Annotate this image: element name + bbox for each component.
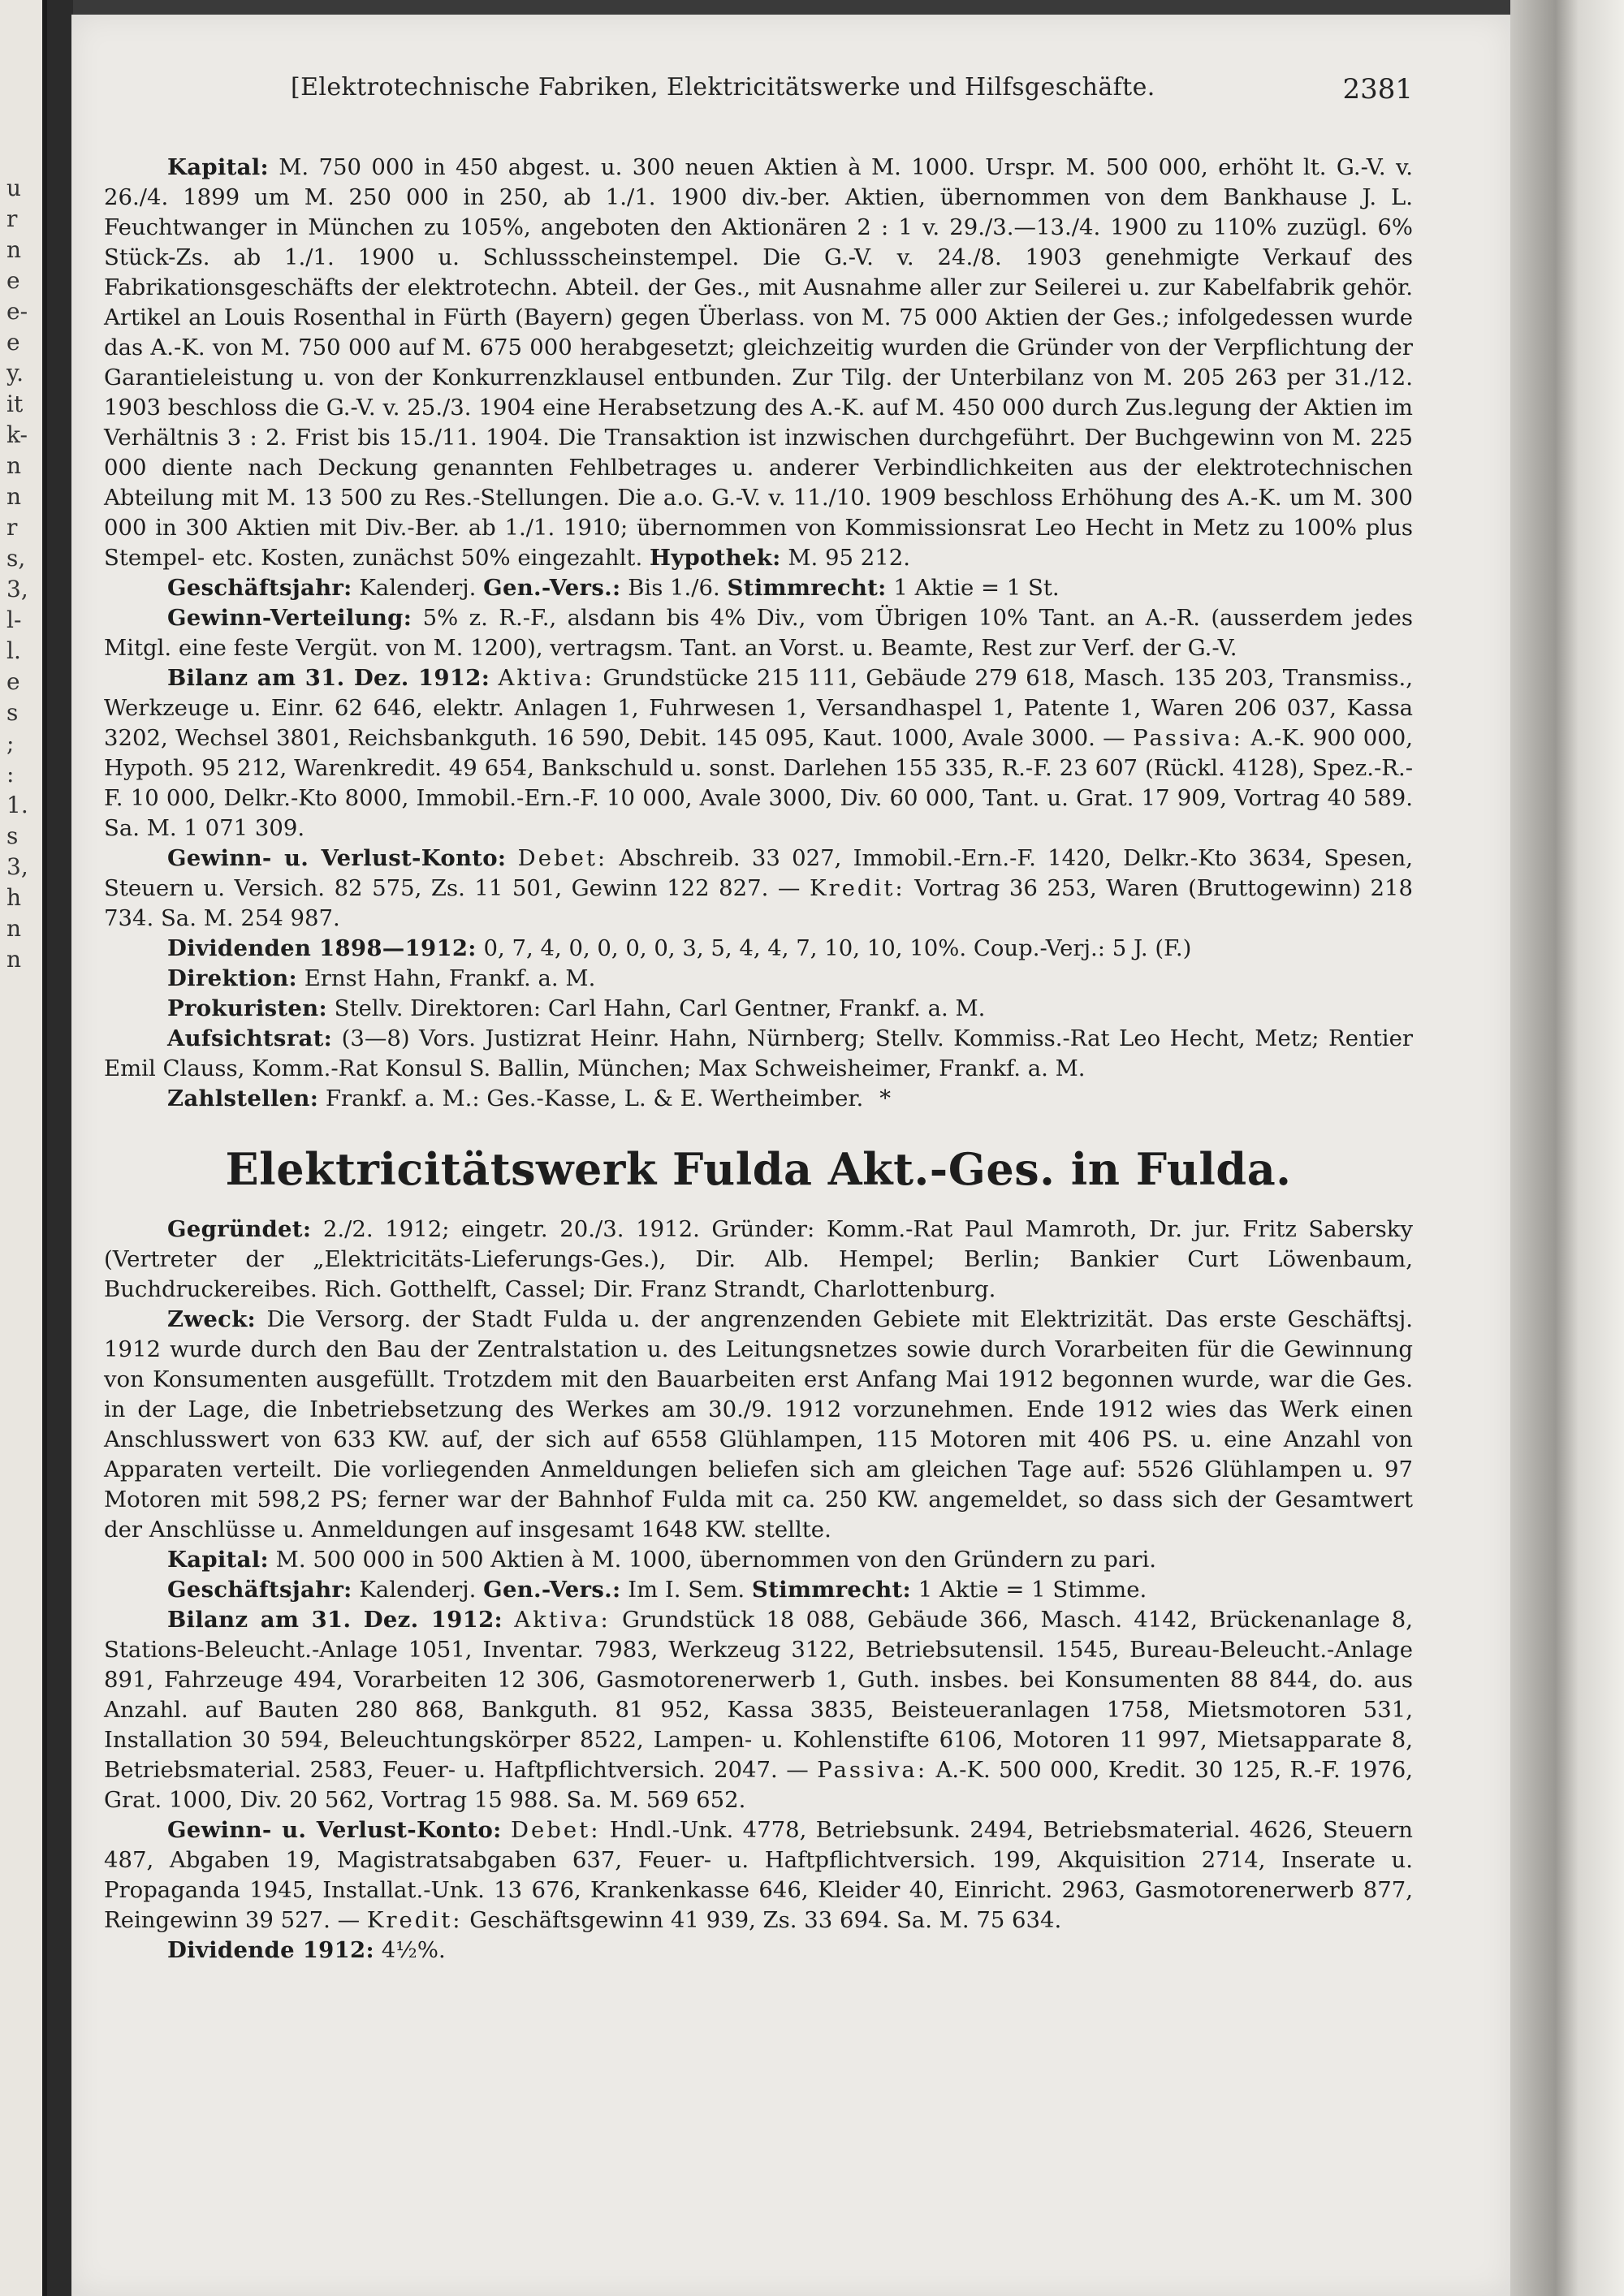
aktiva-label: Aktiva: xyxy=(498,665,595,691)
gv2-label: Gewinn- u. Verlust-Konto: xyxy=(167,1817,502,1843)
zweck-label: Zweck: xyxy=(167,1306,256,1332)
company-heading: Elektricitätswerk Fulda Akt.-Ges. in Fulda. xyxy=(225,1143,1292,1195)
margin-fragment: l- xyxy=(6,606,22,633)
debet-label: Debet: xyxy=(517,845,608,871)
margin-fragment: it xyxy=(6,391,24,417)
prokuristen-paragraph xyxy=(104,994,1413,1024)
document-page xyxy=(71,15,1510,2296)
dividende2-text: 4½%. xyxy=(381,1937,446,1963)
margin-fragment: s, xyxy=(6,545,26,572)
zahlstellen-paragraph xyxy=(104,1084,1413,1114)
margin-fragment: e xyxy=(6,668,20,695)
zweck-paragraph xyxy=(104,1305,1413,1545)
margin-fragment: l. xyxy=(6,637,21,664)
gv-kredit: Vortrag 36 253, Waren (Bruttogewinn) 218 734. Sa. M. 254 987. xyxy=(104,875,1413,931)
dividenden-text: 0, 7, 4, 0, 0, 0, 0, 3, 5, 4, 4, 7, 10, 10, 10%. Coup.-Verj.: 5 J. (F.) xyxy=(483,935,1192,961)
hypothek-label: Hypothek: xyxy=(649,545,781,571)
margin-fragment: e- xyxy=(6,298,28,325)
passiva-label: Passiva: xyxy=(1133,725,1243,751)
aufsichtsrat-label: Aufsichtsrat: xyxy=(167,1025,333,1051)
prokuristen-text: Stellv. Direktoren: Carl Hahn, Carl Gentner, Frankf. a. M. xyxy=(334,995,986,1021)
hypothek-text: M. 95 212. xyxy=(788,545,910,571)
margin-fragment: k- xyxy=(6,421,28,448)
page-stack-edge xyxy=(1510,0,1624,2296)
aufsichtsrat-paragraph xyxy=(104,1024,1413,1084)
gegruendet-paragraph xyxy=(104,1215,1413,1305)
bilanz2-paragraph xyxy=(104,1605,1413,1815)
gewinnverteilung-text: 5% z. R.-F., alsdann bis 4% Div., vom Übrigen 10% Tant. an A.-R. (ausserdem jedes Mitgl. eine feste Vergüt. von M. 1200), vertragsm. Tant. an Vorst. u. Beamte, Rest zur Verf. der G.-V. xyxy=(104,605,1413,661)
direktion-paragraph xyxy=(104,964,1413,994)
gewinnverteilung-paragraph xyxy=(104,603,1413,663)
genvers2-label: Gen.-Vers.: xyxy=(483,1577,621,1603)
book-gutter xyxy=(47,0,73,2296)
margin-fragment: 1. xyxy=(6,792,28,818)
margin-fragment: e xyxy=(6,329,20,356)
geschaeftsjahr2-label: Geschäftsjahr: xyxy=(167,1577,352,1603)
geschaeftsjahr-paragraph xyxy=(104,573,1413,603)
margin-fragment: n xyxy=(6,483,22,510)
margin-fragment: u xyxy=(6,175,22,201)
genvers2-text: Im I. Sem. xyxy=(628,1577,745,1603)
gv-paragraph xyxy=(104,844,1413,934)
previous-page-edge xyxy=(0,0,47,2296)
gv2-debet: Hndl.-Unk. 4778, Betriebsunk. 2494, Betriebsmaterial. 4626, Steuern 487, Abgaben 19, Magistratsabgaben 637, Feuer- u. Haftpflichtversich. 199, Akquisition 2714, Inserate u. Propaganda 1945, Installat.-Unk. 13 676, Krankenkasse 646, Kleider 40, Einricht. 2963, Gasmotorenerwerb 877, Reingewinn 39 527. — xyxy=(104,1817,1413,1933)
bilanz-passiva: A.-K. 900 000, Hypoth. 95 212, Warenkredit. 49 654, Bankschuld u. sonst. Darlehen 155 335, R.-F. 23 607 (Rückl. 4128), Spez.-R.-F. 10 000, Delkr.-Kto 8000, Immobil.-Ern.-F. 10 000, Avale 3000, Div. 60 000, Tant. u. Grat. 17 909, Vortrag 40 589. Sa. M. 1 071 309. xyxy=(104,725,1413,841)
gv-label: Gewinn- u. Verlust-Konto: xyxy=(167,845,507,871)
dividende2-paragraph xyxy=(104,1936,1413,1966)
bilanz-label: Bilanz am 31. Dez. 1912: xyxy=(167,665,490,691)
gv2-kredit: Geschäftsgewinn 41 939, Zs. 33 694. Sa. M. 75 634. xyxy=(469,1907,1062,1933)
stimmrecht-label: Stimmrecht: xyxy=(727,575,887,601)
margin-fragment: n xyxy=(6,946,22,973)
prokuristen-label: Prokuristen: xyxy=(167,995,327,1021)
dividenden-paragraph xyxy=(104,934,1413,964)
direktion-text: Ernst Hahn, Frankf. a. M. xyxy=(304,965,596,991)
margin-fragment: n xyxy=(6,236,22,263)
footnote-asterisk: * xyxy=(879,1085,892,1111)
geschaeftsjahr-text: Kalenderj. xyxy=(359,575,477,601)
margin-fragment: n xyxy=(6,915,22,942)
gewinnverteilung-label: Gewinn-Verteilung: xyxy=(167,605,412,631)
zahlstellen-label: Zahlstellen: xyxy=(167,1085,319,1111)
geschaeftsjahr-label: Geschäftsjahr: xyxy=(167,575,352,601)
kapital2-text: M. 500 000 in 500 Aktien à M. 1000, übernommen von den Gründern zu pari. xyxy=(275,1547,1156,1573)
gv2-paragraph xyxy=(104,1815,1413,1936)
debet2-label: Debet: xyxy=(510,1817,601,1843)
zweck-text: Die Versorg. der Stadt Fulda u. der angrenzenden Gebiete mit Elektrizität. Das erste Geschäftsj. 1912 wurde durch den Bau der Zentralstation u. des Leitungsnetzes sowie durch Vorarbeiten für die Gewinnung von Konsumenten ausgefüllt. Trotzdem mit den Bauarbeiten erst Anfang Mai 1912 begonnen wurde, war die Ges. in der Lage, die Inbetriebsetzung des Werkes am 30./9. 1912 vorzunehmen. Ende 1912 wies das Werk einen Anschlusswert von 633 KW. auf, der sich auf 6558 Glühlampen, 115 Motoren mit 406 PS. u. eine Anzahl von Apparaten verteilt. Die vorliegenden Anmeldungen beliefen sich am gleichen Tage auf: 5526 Glühlampen u. 97 Motoren mit 598,2 PS; ferner war der Bahnhof Fulda mit ca. 250 KW. angemeldet, so dass sich der Gesamtwert der Anschlüsse u. Anmeldungen auf insgesamt 1648 KW. stellte. xyxy=(104,1306,1413,1543)
kapital-text: M. 750 000 in 450 abgest. u. 300 neuen Aktien à M. 1000. Urspr. M. 500 000, erhöht lt. G.-V. v. 26./4. 1899 um M. 250 000 in 250, ab 1./1. 1900 div.-ber. Aktien, übernommen von dem Bankhause J. L. Feuchtwanger in München zu 105%, angeboten den Aktionären 2 : 1 v. 29./3.—13./4. 1900 zu 110% zuzügl. 6% Stück-Zs. ab 1./1. 1900 u. Schlussscheinstempel. Die G.-V. v. 24./8. 1903 genehmigte Verkauf des Fabrikationsgeschäfts der elektrotechn. Abteil. der Ges., mit Ausnahme aller zur Seilerei u. zur Kabelfabrik gehör. Artikel an Louis Rosenthal in Fürth (Bayern) gegen Überlass. von M. 75 000 Aktien der Ges.; infolgedessen wurde das A.-K. von M. 750 000 auf M. 675 000 herabgesetzt; gleichzeitig wurden die Gründer von der Verpflichtung der Garantieleistung u. von der Konkurrenzklausel entbunden. Zur Tilg. der Unterbilanz von M. 205 263 per 31./12. 1903 beschloss die G.-V. v. 25./3. 1904 eine Herabsetzung des A.-K. auf M. 450 000 durch Zus.legung der Aktien im Verhältnis 3 : 2. Frist bis 15./11. 1904. Die Transaktion ist inzwischen durchgeführt. Der Buchgewinn von M. 225 000 diente nach Deckung genannten Fehlbetrages u. anderer Verbindlichkeiten aus der elektrotechnischen Abteilung mit M. 13 500 zu Res.-Stellungen. Die a.o. G.-V. v. 11./10. 1909 beschloss Erhöhung des A.-K. um M. 300 000 in 300 Aktien mit Div.-Ber. ab 1./1. 1910; übernommen von Kommissionsrat Leo Hecht in Metz zu 100% plus Stempel- etc. Kosten, zunächst 50% eingezahlt. xyxy=(104,154,1413,571)
stimmrecht-text: 1 Aktie = 1 St. xyxy=(893,575,1060,601)
stimmrecht2-text: 1 Aktie = 1 Stimme. xyxy=(918,1577,1147,1603)
geschaeftsjahr2-text: Kalenderj. xyxy=(359,1577,477,1603)
margin-fragment: ; xyxy=(6,730,15,757)
header-title: [Elektrotechnische Fabriken, Elektricitätswerke und Hilfsgeschäfte. xyxy=(291,73,1155,101)
margin-fragment: s xyxy=(6,699,19,726)
margin-fragment: r xyxy=(6,205,18,232)
passiva2-label: Passiva: xyxy=(817,1757,928,1783)
zahlstellen-text: Frankf. a. M.: Ges.-Kasse, L. & E. Wertheimber. xyxy=(325,1085,864,1111)
margin-fragment: : xyxy=(6,761,15,788)
page-body xyxy=(104,153,1413,1966)
bilanz2-passiva: A.-K. 500 000, Kredit. 30 125, R.-F. 1976, Grat. 1000, Div. 20 562, Vortrag 15 988. Sa. M. 569 652. xyxy=(104,1757,1413,1813)
kapital-label: Kapital: xyxy=(167,154,269,180)
aktiva2-label: Aktiva: xyxy=(514,1607,611,1633)
kapital-paragraph xyxy=(104,153,1413,573)
bilanz2-aktiva: Grundstück 18 088, Gebäude 366, Masch. 4142, Brückenanlage 8, Stations-Beleucht.-Anlage 1051, Inventar. 7983, Werkzeug 3122, Betriebsutensil. 1545, Bureau-Beleucht.-Anlage 891, Fahrzeuge 494, Vorarbeiten 12 306, Gasmotorenerwerb 1, Guth. insbes. bei Konsumenten 88 844, do. aus Anzahl. auf Bauten 280 868, Bankguth. 81 952, Kassa 3835, Beisteueranlagen 1758, Mietsmotoren 531, Installation 30 594, Beleuchtungskörper 8522, Lampen- u. Kohlenstifte 6106, Motoren 11 997, Mietsapparate 8, Betriebsmaterial. 2583, Feuer- u. Haftpflichtversich. 2047. — xyxy=(104,1607,1414,1783)
bilanz2-label: Bilanz am 31. Dez. 1912: xyxy=(167,1607,503,1633)
aufsichtsrat-text: (3—8) Vors. Justizrat Heinr. Hahn, Nürnberg; Stellv. Kommiss.-Rat Leo Hecht, Metz; Rentier Emil Clauss, Komm.-Rat Konsul S. Ballin, München; Max Schweisheimer, Frankf. a. M. xyxy=(104,1025,1413,1081)
gv-debet: Abschreib. 33 027, Immobil.-Ern.-F. 1420, Delkr.-Kto 3634, Spesen, Steuern u. Versich. 82 575, Zs. 11 501, Gewinn 122 827. — xyxy=(104,845,1413,901)
margin-fragment: 3, xyxy=(6,576,28,602)
running-header xyxy=(104,73,1413,114)
kredit2-label: Kredit: xyxy=(366,1907,463,1933)
margin-fragment: s xyxy=(6,822,19,849)
bilanz-aktiva: Grundstücke 215 111, Gebäude 279 618, Masch. 135 203, Transmiss., Werkzeuge u. Einr. 62 646, elektr. Anlagen 1, Fuhrwesen 1, Versandhaspel 1, Patente 1, Waren 206 037, Kassa 3202, Wechsel 3801, Reichsbankguth. 16 590, Debit. 145 095, Kaut. 1000, Avale 3000. — xyxy=(104,665,1413,751)
margin-fragment: 3, xyxy=(6,853,28,880)
genvers-label: Gen.-Vers.: xyxy=(483,575,621,601)
margin-fragment: r xyxy=(6,514,18,541)
margin-fragment: y. xyxy=(6,360,24,386)
gegruendet-label: Gegründet: xyxy=(167,1216,312,1242)
dividenden-label: Dividenden 1898—1912: xyxy=(167,935,477,961)
geschaeftsjahr2-paragraph xyxy=(104,1575,1413,1605)
bilanz-paragraph xyxy=(104,663,1413,844)
kapital2-label: Kapital: xyxy=(167,1547,269,1573)
margin-fragment: n xyxy=(6,452,22,479)
genvers-text: Bis 1./6. xyxy=(628,575,720,601)
margin-fragment: h xyxy=(6,884,22,911)
stimmrecht2-label: Stimmrecht: xyxy=(751,1577,911,1603)
gegruendet-text: 2./2. 1912; eingetr. 20./3. 1912. Gründer: Komm.-Rat Paul Mamroth, Dr. jur. Fritz Sabersky (Vertreter der „Elektricitäts-Lieferungs-Ges.), Dir. Alb. Hempel; Berlin; Bankier Curt Löwenbaum, Buchdruckereibes. Rich. Gotthelft, Cassel; Dir. Franz Strandt, Charlottenburg. xyxy=(104,1216,1413,1302)
direktion-label: Direktion: xyxy=(167,965,297,991)
margin-fragment: e xyxy=(6,267,20,294)
page-number: 2381 xyxy=(1342,73,1413,106)
kredit-label: Kredit: xyxy=(809,875,905,901)
dividende2-label: Dividende 1912: xyxy=(167,1937,374,1963)
kapital2-paragraph xyxy=(104,1545,1413,1575)
